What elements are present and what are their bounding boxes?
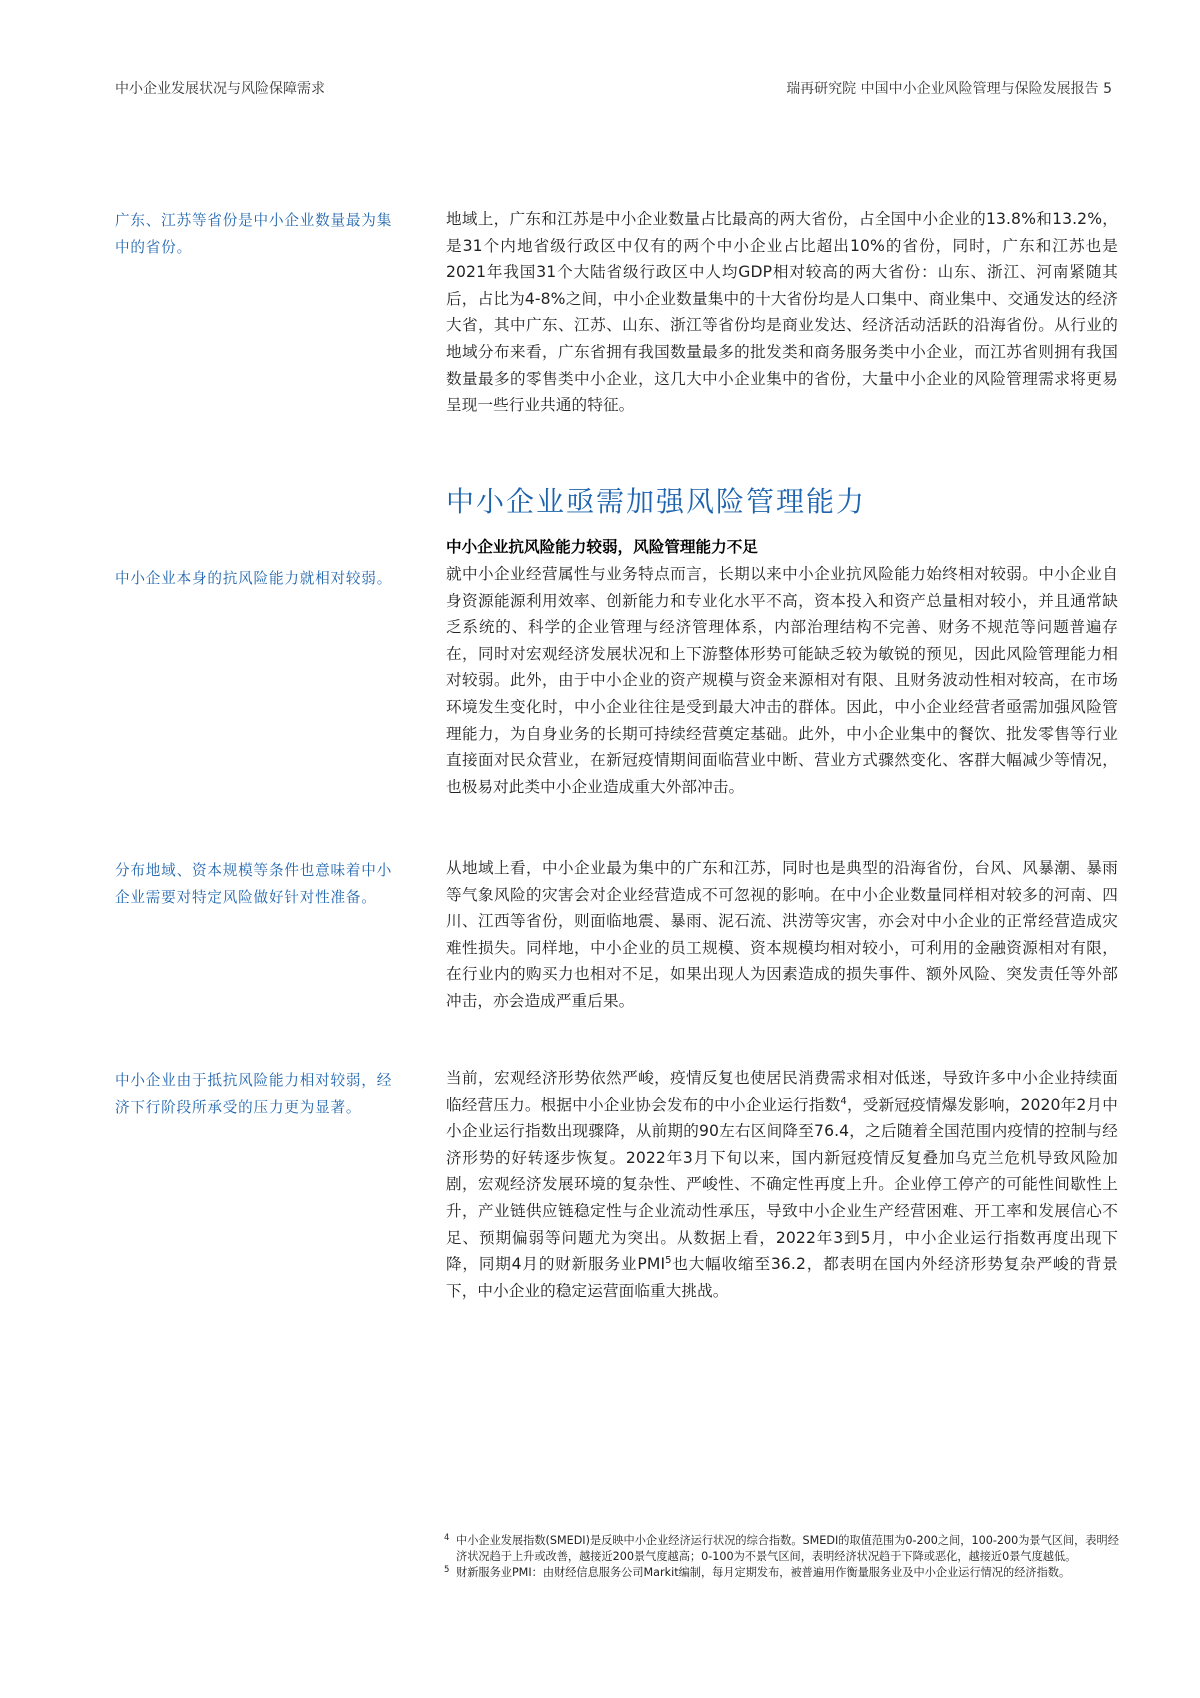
body-paragraph bbox=[446, 1065, 1118, 1304]
body-paragraph: 从地域上看，中小企业最为集中的广东和江苏，同时也是典型的沿海省份，台风、风暴潮、暴雨等气象风险的灾害会对企业经营造成不可忽视的影响。在中小企业数量同样相对较多的河南、四川、江西等省份，则面临地震、暴雨、泥石流、洪涝等灾害，亦会对中小企业的正常经营造成灾难性损失。同样地，中小企业的员工规模、资本规模均相对较小，可利用的金融资源相对有限，在行业内的购买力也相对不足，如果出现人为因素造成的损失事件、额外风险、突发责任等外部冲击，亦会造成严重后果。 bbox=[446, 859, 1118, 1010]
footnote bbox=[444, 1565, 1120, 1581]
footnote-text: 财新服务业PMI：由财经信息服务公司Markit编制，每月定期发布，被普遍用作衡量服务业及中小企业运行情况的经济指数。 bbox=[456, 1566, 1071, 1579]
sidenote: 中小企业由于抵抗风险能力相对较弱，经济下行阶段所承受的压力更为显著。 bbox=[115, 1072, 393, 1116]
paragraph-text: ，受新冠疫情爆发影响，2020年2月中小企业运行指数出现骤降，从前期的90左右区间降至76.4，之后随着全国范围内疫情的控制与经济形势的好转逐步恢复。2022年3月下旬以来，国内新冠疫情反复叠加乌克兰危机导致风险加剧，宏观经济发展环境的复杂性、严峻性、不确定性再度上升。企业停工停产的可能性间歇性上升，产业链供应链稳定性与企业流动性承压，导致中小企业生产经营困难、开工率和发展信心不足、预期偏弱等问题尤为突出。从数据上看，2022年3到5月，中小企业运行指数再度出现下降，同期4月的财新服务业PMI bbox=[446, 1095, 1118, 1274]
footnote-number: 5 bbox=[444, 1565, 450, 1575]
footnote-ref-4: 4 bbox=[840, 1095, 847, 1107]
sidenote: 中小企业本身的抗风险能力就相对较弱。 bbox=[115, 570, 393, 587]
footnotes bbox=[444, 1533, 1120, 1581]
body-paragraph: 就中小企业经营属性与业务特点而言，长期以来中小企业抗风险能力始终相对较弱。中小企业自身资源能源利用效率、创新能力和专业化水平不高，资本投入和资产总量相对较小，并且通常缺乏系统的、科学的企业管理与经济管理体系，内部治理结构不完善、财务不规范等问题普遍存在，同时对宏观经济发展状况和上下游整体形势可能缺乏较为敏锐的预见，因此风险管理能力相对较弱。此外，由于中小企业的资产规模与资金来源相对有限、且财务波动性相对较高，在市场环境发生变化时，中小企业往往是受到最大冲击的群体。因此，中小企业经营者亟需加强风险管理能力，为自身业务的长期可持续经营奠定基础。此外，中小企业集中的餐饮、批发零售等行业直接面对民众营业，在新冠疫情期间面临营业中断、营业方式骤然变化、客群大幅减少等情况，也极易对此类中小企业造成重大外部冲击。 bbox=[446, 565, 1118, 796]
section-heading: 中小企业亟需加强风险管理能力 bbox=[446, 485, 867, 518]
sidenote: 分布地域、资本规模等条件也意味着中小企业需要对特定风险做好针对性准备。 bbox=[115, 862, 393, 906]
subsection-heading: 中小企业抗风险能力较弱，风险管理能力不足 bbox=[446, 538, 758, 556]
footnote-number: 4 bbox=[444, 1533, 450, 1543]
footnote bbox=[444, 1533, 1120, 1565]
footnote-text: 中小企业发展指数(SMEDI)是反映中小企业经济运行状况的综合指数。SMEDI的取值范围为0-200之间，100-200为景气区间，表明经济状况趋于上升或改善，越接近200景气度越高；0-100为不景气区间，表明经济状况趋于下降或恶化，越接近0景气度越低。 bbox=[456, 1534, 1119, 1563]
sidenote: 广东、江苏等省份是中小企业数量最为集中的省份。 bbox=[115, 212, 393, 256]
paragraph-text: 当前，宏观经济形势依然严峻，疫情反复也使居民消费需求相对低迷，导致许多中小企业持续面临经营压力。根据中小企业协会发布的中小企业运行指数 bbox=[446, 1069, 1118, 1114]
running-header-right: 瑞再研究院 中国中小企业风险管理与保险发展报告 5 bbox=[786, 81, 1112, 97]
running-header-left: 中小企业发展状况与风险保障需求 bbox=[115, 81, 325, 97]
body-paragraph: 地域上，广东和江苏是中小企业数量占比最高的两大省份，占全国中小企业的13.8%和13.2%，是31个内地省级行政区中仅有的两个中小企业占比超出10%的省份，同时，广东和江苏也是2021年我国31个大陆省级行政区中人均GDP相对较高的两大省份：山东、浙江、河南紧随其后，占比为4-8%之间，中小企业数量集中的十大省份均是人口集中、商业集中、交通发达的经济大省，其中广东、江苏、山东、浙江等省份均是商业发达、经济活动活跃的沿海省份。从行业的地域分布来看，广东省拥有我国数量最多的批发类和商务服务类中小企业，而江苏省则拥有我国数量最多的零售类中小企业，这几大中小企业集中的省份，大量中小企业的风险管理需求将更易呈现一些行业共通的特征。 bbox=[446, 210, 1118, 415]
paragraph-text: 也大幅收缩至36.2，都表明在国内外经济形势复杂严峻的背景下，中小企业的稳定运营面临重大挑战。 bbox=[446, 1255, 1118, 1300]
footnote-ref-5: 5 bbox=[665, 1254, 672, 1266]
